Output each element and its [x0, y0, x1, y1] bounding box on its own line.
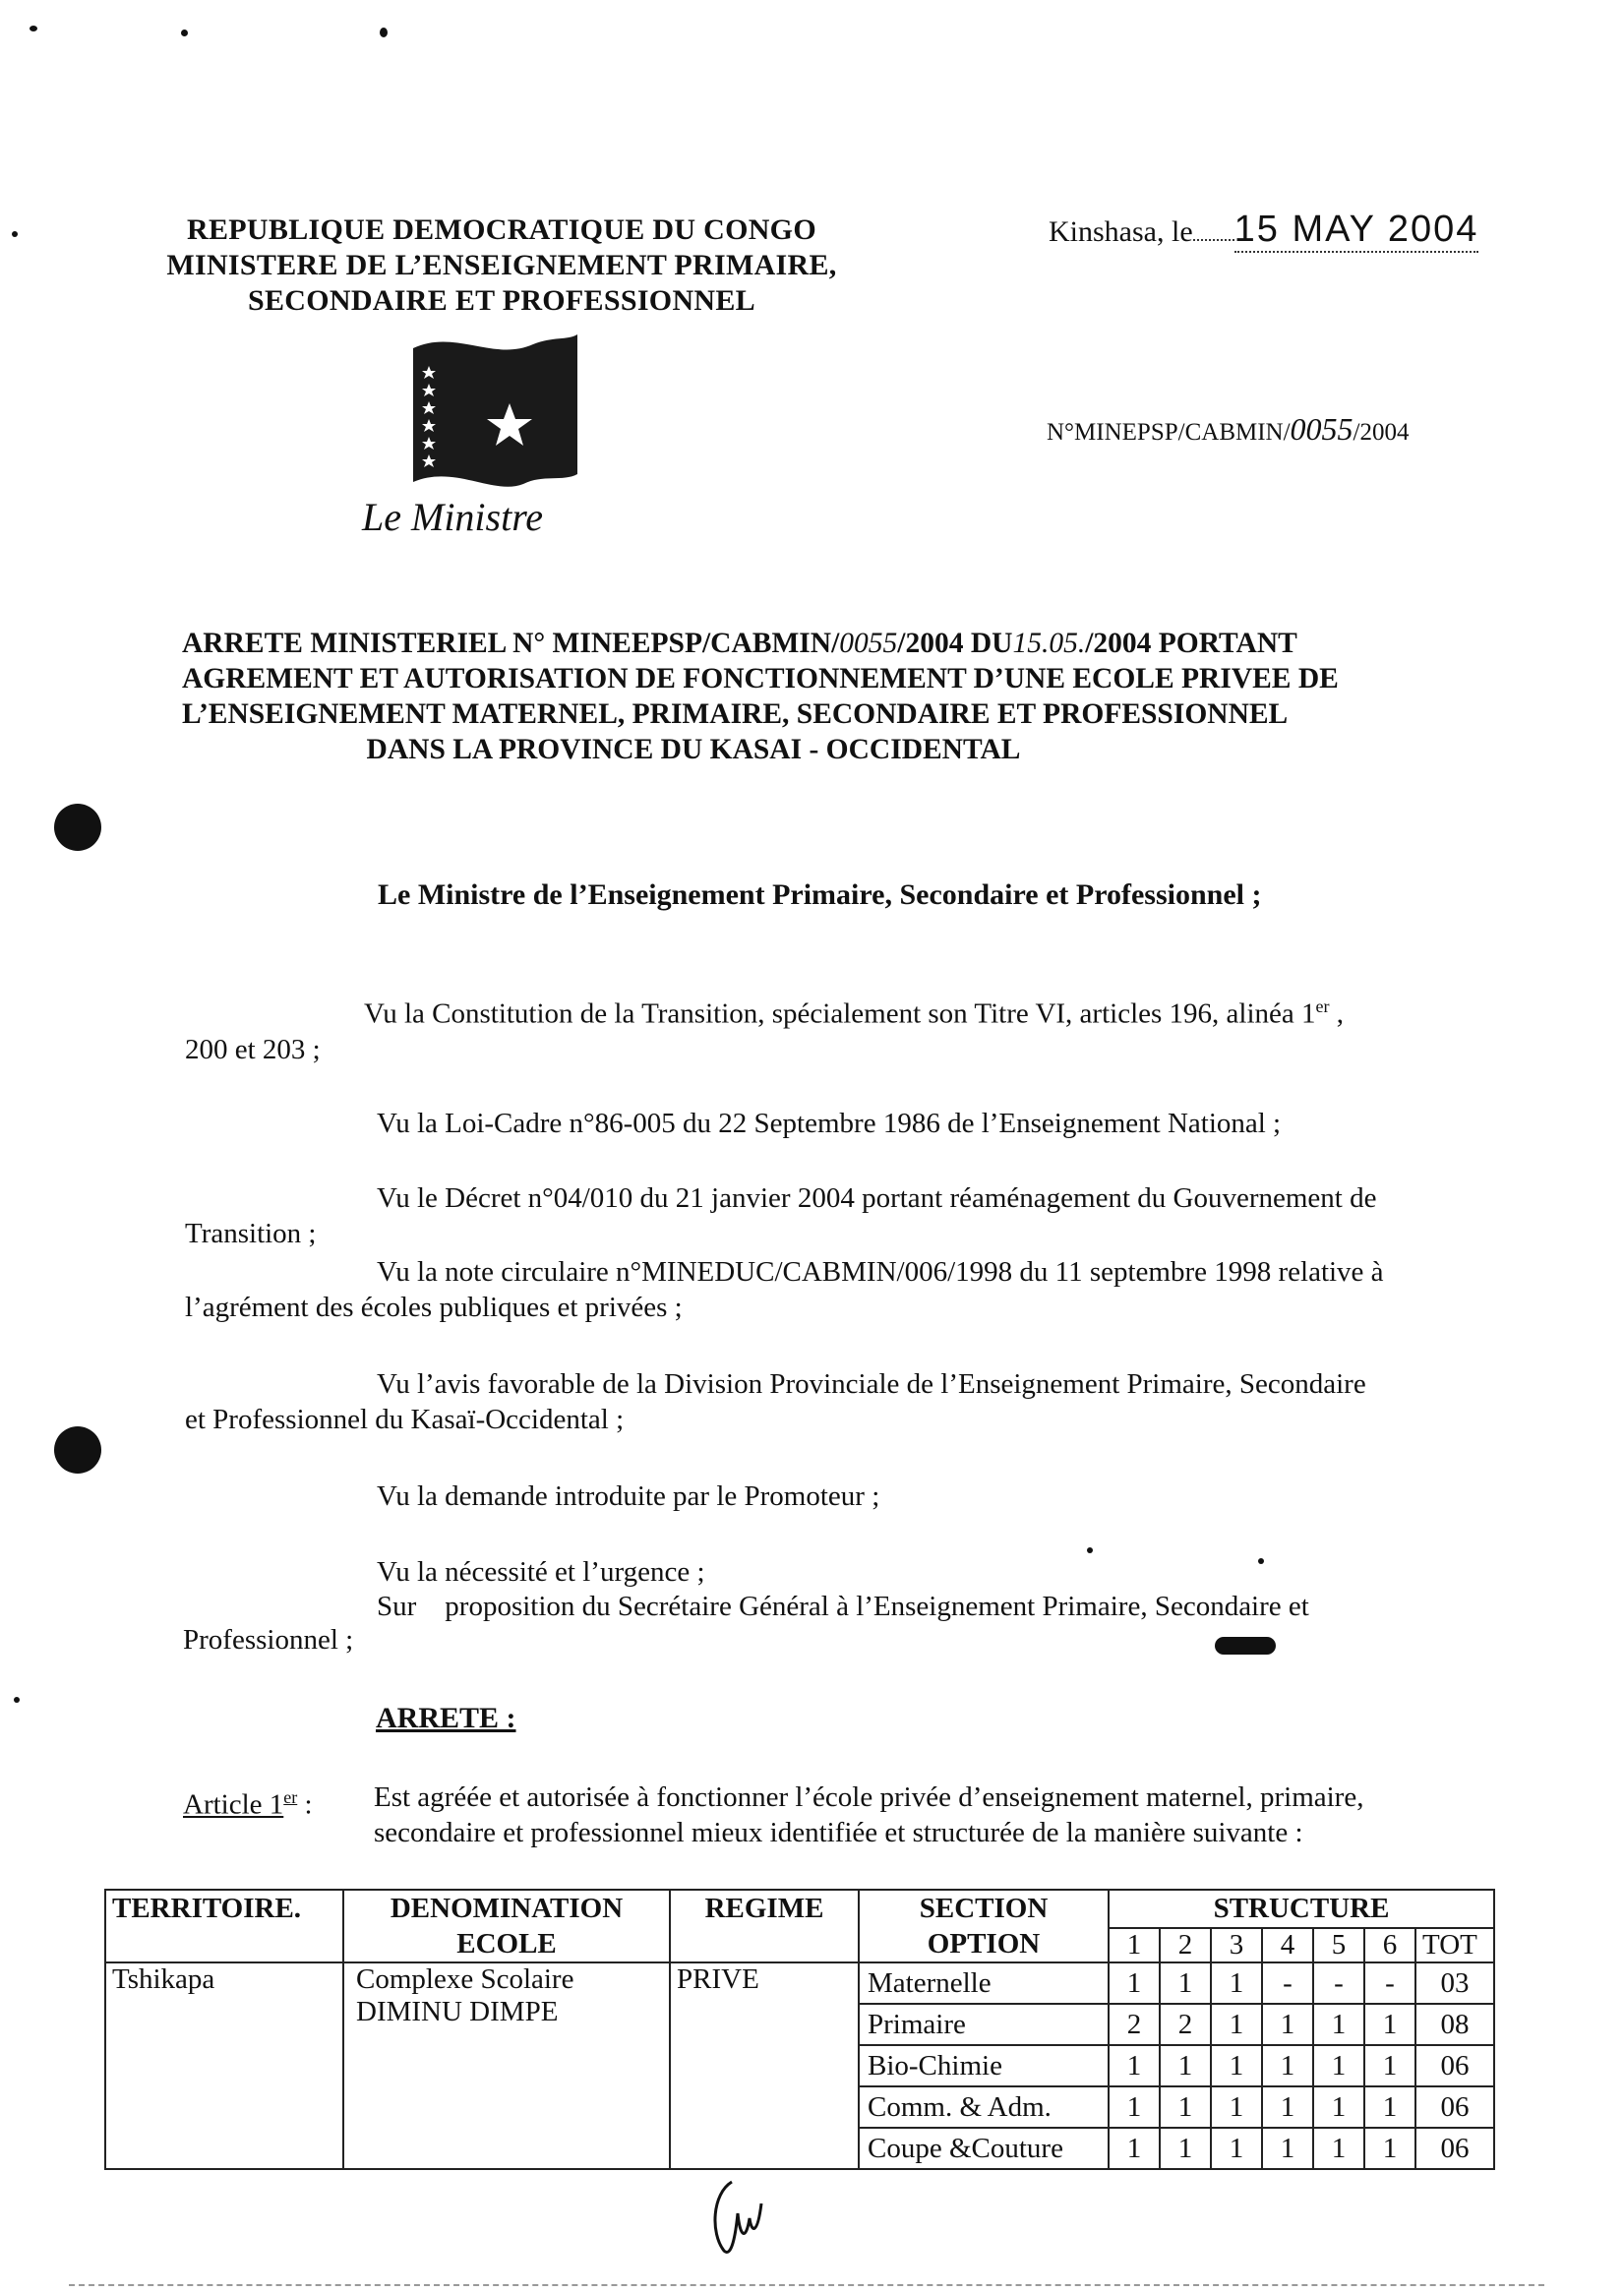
option-cell: Bio-Chimie	[860, 2044, 1108, 2085]
dotted-leader	[1193, 217, 1234, 241]
vu-constitution	[177, 989, 1534, 1067]
structure-value-cell: 1	[1365, 2003, 1414, 2044]
article-1-text: Est agréée et autorisée à fonctionner l’école privée d’enseignement maternel, primaire, secondaire et professionnel mieux identifiée et structurée de la manière suivante :	[374, 1781, 1364, 1848]
vu-decret: Vu le Décret n°04/010 du 21 janvier 2004 portant réaménagement du Gouvernement de Transition ;	[185, 1182, 1377, 1249]
col-year-1: 1	[1109, 1928, 1160, 1962]
structure-value-cell: 1	[1314, 2003, 1363, 2044]
structure-value-cell: -	[1334, 1967, 1344, 1999]
total-cell: 03	[1440, 1967, 1470, 1999]
structure-value-cell: 1	[1212, 2085, 1261, 2127]
title-line2: AGREMENT ET AUTORISATION DE FONCTIONNEMENT D’UNE ECOLE PRIVEE DE	[182, 663, 1339, 694]
structure-value-cell: 2	[1110, 2003, 1159, 2044]
scan-speck	[30, 26, 37, 31]
handwritten-initials	[702, 2174, 771, 2267]
total-cell: 06	[1416, 2085, 1493, 2127]
structure-value-cell: 1	[1212, 2003, 1261, 2044]
cell-col-3	[1211, 1962, 1262, 2169]
sur-proposition: Sur proposition du Secrétaire Général à l’Enseignement Primaire, Secondaire et Professionnel ;	[183, 1591, 1309, 1656]
scan-speck	[12, 231, 18, 237]
scan-speck	[1258, 1558, 1264, 1564]
structure-value-cell: 1	[1126, 1967, 1142, 1999]
structure-value-cell: 1	[1212, 2127, 1261, 2168]
preamble-minister: Le Ministre de l’Enseignement Primaire, Secondaire et Professionnel ;	[378, 878, 1262, 911]
punch-hole	[54, 1426, 101, 1474]
decree-title	[182, 626, 1559, 767]
options-list	[860, 1963, 1108, 2168]
col-year-4: 4	[1262, 1928, 1313, 1962]
structure-value-cell: 1	[1161, 2044, 1210, 2085]
vu-note-circulaire: Vu la note circulaire n°MINEDUC/CABMIN/006/1998 du 11 septembre 1998 relative à l’agrément des écoles publiques et privées ;	[185, 1256, 1384, 1323]
structure-value-cell: 1	[1212, 2044, 1261, 2085]
cell-territoire: Tshikapa	[105, 1962, 343, 2169]
structure-value-cell: 1	[1314, 2085, 1363, 2127]
ministry-name-line1: MINISTERE DE L’ENSEIGNEMENT PRIMAIRE,	[166, 249, 837, 281]
arrete-heading-text: ARRETE :	[376, 1702, 516, 1734]
arrete-heading	[376, 1702, 516, 1735]
vu-demande: Vu la demande introduite par le Promoteur ;	[377, 1480, 880, 1512]
table-header-row	[105, 1890, 1494, 1928]
ministry-header	[138, 212, 866, 319]
option-cell: Maternelle	[868, 1967, 992, 1999]
vu-loi-cadre: Vu la Loi-Cadre n°86-005 du 22 Septembre 1986 de l’Enseignement National ;	[377, 1108, 1282, 1139]
place-date-prefix: Kinshasa, le	[1049, 215, 1193, 248]
scan-speck	[380, 28, 388, 37]
ref-suffix: /2004	[1353, 419, 1410, 446]
structure-value-cell: 1	[1177, 1967, 1193, 1999]
cell-options	[859, 1962, 1109, 2169]
title-line1-part1: ARRETE MINISTERIEL N° MINEEPSP/CABMIN/	[182, 628, 840, 659]
structure-value-cell: -	[1283, 1967, 1293, 1999]
cell-col-2	[1160, 1962, 1211, 2169]
cell-regime: PRIVE	[670, 1962, 859, 2169]
school-structure-table	[104, 1889, 1495, 2170]
col-year-2: 2	[1160, 1928, 1211, 1962]
cell-col-5	[1313, 1962, 1364, 2169]
structure-value-cell: 1	[1161, 2127, 1210, 2168]
initials-icon	[702, 2174, 771, 2263]
reference-number	[1047, 411, 1410, 448]
structure-value-cell: 1	[1263, 2127, 1312, 2168]
ministry-name-line2: SECONDAIRE ET PROFESSIONNEL	[247, 284, 755, 317]
scan-speck	[1087, 1547, 1093, 1553]
col-territoire: TERRITOIRE.	[105, 1890, 343, 1962]
total-cell: 08	[1416, 2003, 1493, 2044]
cell-col-6	[1364, 1962, 1415, 2169]
option-cell: Primaire	[860, 2003, 1108, 2044]
vu-avis-favorable: Vu l’avis favorable de la Division Provinciale de l’Enseignement Primaire, Secondaire et Professionnel du Kasaï-Occidental ;	[185, 1368, 1366, 1435]
structure-value-cell: 1	[1110, 2085, 1159, 2127]
drc-flag-emblem	[405, 327, 582, 499]
structure-value-cell: 1	[1263, 2044, 1312, 2085]
col-year-6: 6	[1364, 1928, 1415, 1962]
title-line3: L’ENSEIGNEMENT MATERNEL, PRIMAIRE, SECONDAIRE ET PROFESSIONNEL	[182, 698, 1289, 730]
structure-value-cell: 2	[1161, 2003, 1210, 2044]
structure-value-cell: 1	[1263, 2003, 1312, 2044]
structure-value-cell: 1	[1110, 2044, 1159, 2085]
title-handwritten-date: 15.05.	[1012, 628, 1086, 659]
structure-value-cell: 1	[1365, 2127, 1414, 2168]
date-stamp: 15 MAY 2004	[1234, 209, 1479, 253]
cell-col-total	[1415, 1962, 1494, 2169]
option-cell: Comm. & Adm.	[860, 2085, 1108, 2127]
cell-col-1	[1109, 1962, 1160, 2169]
title-line1-part2: /2004 DU	[897, 628, 1013, 659]
punch-hole	[54, 804, 101, 851]
col-section: SECTION OPTION	[859, 1890, 1109, 1962]
title-line1-part3: /2004 PORTANT	[1085, 628, 1297, 659]
vu-necessite: Vu la nécessité et l’urgence ;	[377, 1556, 705, 1588]
structure-value-cell: 1	[1314, 2044, 1363, 2085]
structure-value-cell: 1	[1365, 2085, 1414, 2127]
vu-constitution-line1: Vu la Constitution de la Transition, spécialement son Titre VI, articles 196, alinéa 1er ,	[364, 996, 1344, 1030]
col-total: TOT	[1415, 1928, 1494, 1962]
col-regime: REGIME	[670, 1890, 859, 1962]
total-cell: 06	[1416, 2127, 1493, 2168]
total-cell: 06	[1416, 2044, 1493, 2085]
structure-table	[104, 1889, 1495, 2170]
structure-value-cell: 1	[1161, 2085, 1210, 2127]
table-row	[105, 1962, 1494, 2169]
scan-speck	[14, 1697, 20, 1703]
option-cell: Coupe &Couture	[860, 2127, 1108, 2168]
title-handwritten-number: 0055	[839, 628, 898, 659]
scan-speck	[181, 30, 188, 36]
col-year-3: 3	[1211, 1928, 1262, 1962]
place-date	[1049, 209, 1580, 253]
cell-col-4	[1262, 1962, 1313, 2169]
col-structure: STRUCTURE	[1109, 1890, 1494, 1928]
title-line4: DANS LA PROVINCE DU KASAI - OCCIDENTAL	[366, 734, 1021, 765]
cell-denomination: Complexe Scolaire DIMINU DIMPE	[343, 1962, 670, 2169]
structure-value-cell: 1	[1229, 1967, 1244, 1999]
structure-value-cell: -	[1385, 1967, 1395, 1999]
col-denomination: DENOMINATION ECOLE	[343, 1890, 670, 1962]
col-year-5: 5	[1313, 1928, 1364, 1962]
bottom-edge-line	[69, 2284, 1544, 2286]
ref-prefix: N°MINEPSP/CABMIN/	[1047, 419, 1291, 446]
ref-handwritten: 0055	[1290, 411, 1353, 447]
structure-value-cell: 1	[1263, 2085, 1312, 2127]
signature-block: Le Ministre	[362, 495, 544, 539]
flag-icon	[405, 327, 582, 499]
title-line1	[182, 626, 1559, 661]
structure-value-cell: 1	[1314, 2127, 1363, 2168]
structure-value-cell: 1	[1365, 2044, 1414, 2085]
republic-name: REPUBLIQUE DEMOCRATIQUE DU CONGO	[187, 213, 816, 246]
article-1-label: Article 1er :	[183, 1787, 313, 1821]
vu-constitution-line2: 200 et 203 ;	[185, 1033, 321, 1065]
structure-value-cell: 1	[1110, 2127, 1159, 2168]
